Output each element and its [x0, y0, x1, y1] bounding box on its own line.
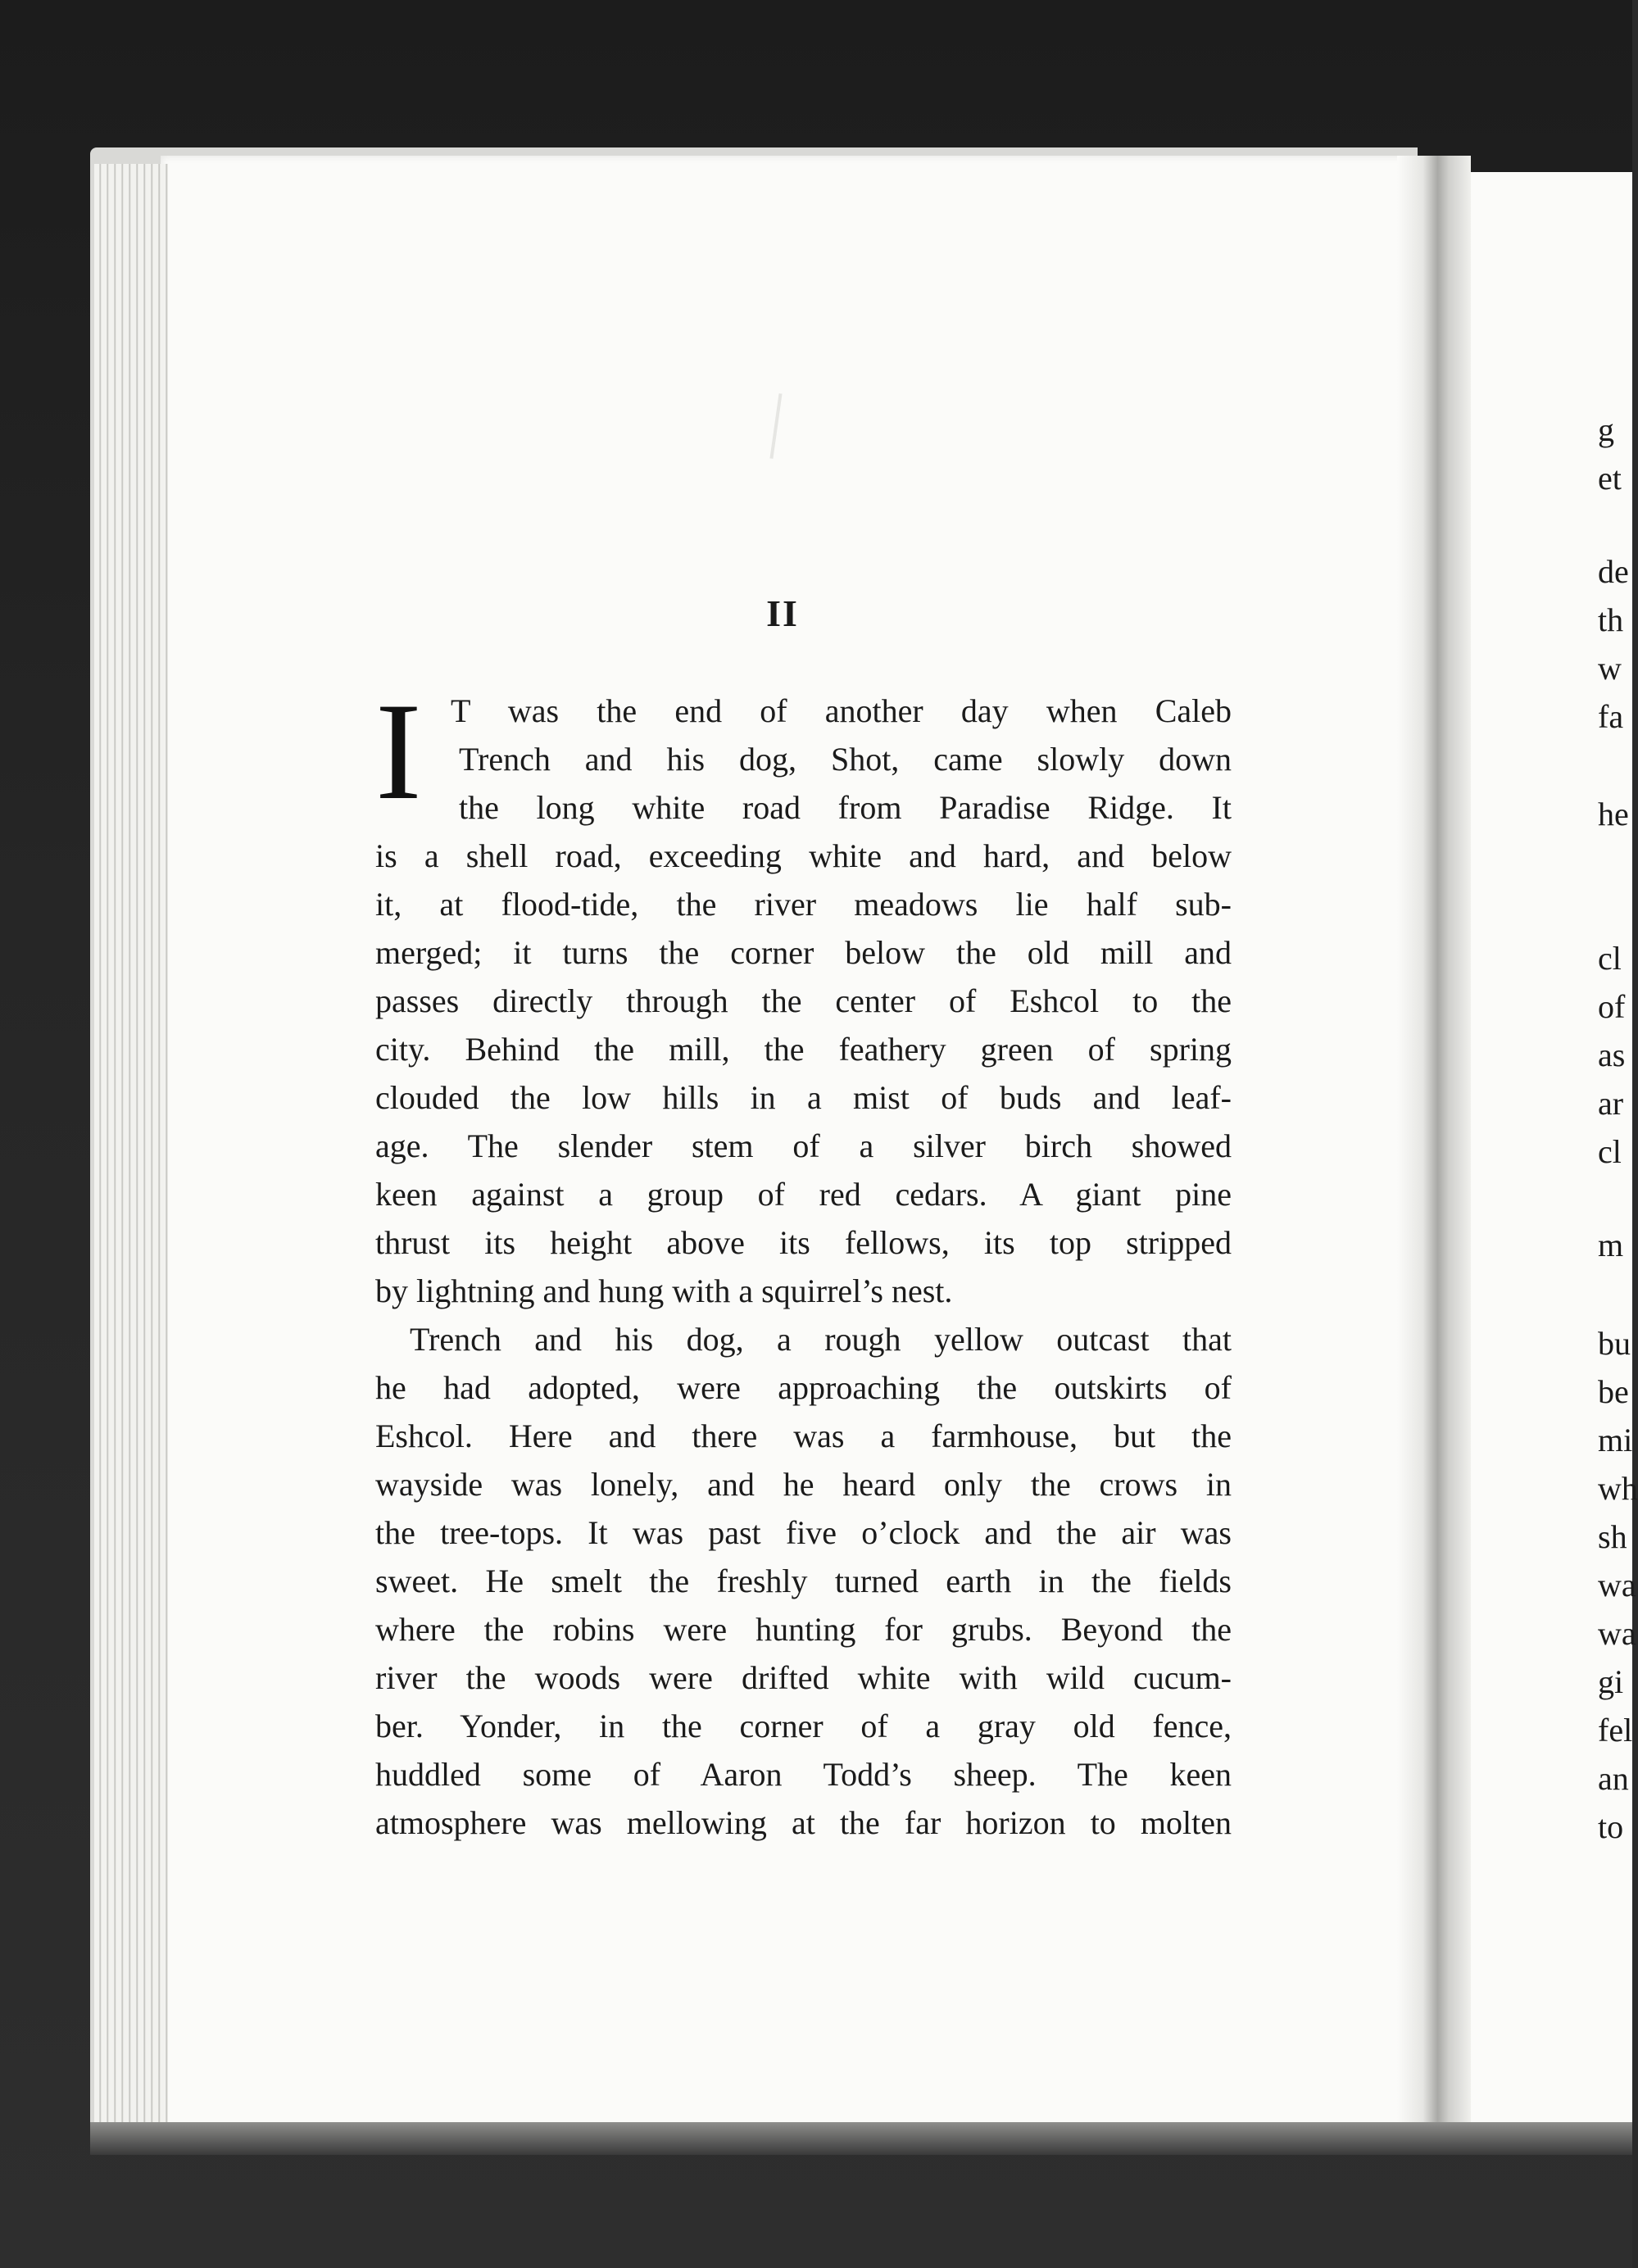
facing-page-fragment: cl [1598, 1133, 1622, 1170]
facing-page-fragment: g [1598, 411, 1614, 448]
page-leaf-edges [94, 164, 168, 2139]
chapter-text [375, 687, 1232, 1847]
text-line: Trench and his dog, a rough yellow outcast that [410, 1321, 1232, 1358]
text-line: clouded the low hills in a mist of buds and leaf- [375, 1079, 1232, 1116]
text-line: thrust its height above its fellows, its top stripped [375, 1224, 1232, 1261]
text-line: it, at flood-tide, the river meadows lie half sub- [375, 886, 1232, 923]
text-line: merged; it turns the corner below the old mill and [375, 934, 1232, 971]
facing-page-fragment: sh [1598, 1518, 1627, 1555]
text-line: the long white road from Paradise Ridge. It [459, 789, 1232, 826]
text-line: atmosphere was mellowing at the far horizon to molten [375, 1804, 1232, 1841]
book-gutter [1397, 156, 1471, 2130]
facing-page-fragment: wa [1598, 1567, 1636, 1603]
facing-page-fragment: bu [1598, 1325, 1631, 1362]
text-line: by lightning and hung with a squirrel’s nest. [375, 1272, 953, 1309]
drop-cap: I [375, 674, 422, 828]
facing-page-fragment: th [1598, 601, 1624, 638]
text-line: keen against a group of red cedars. A giant pine [375, 1176, 1232, 1213]
facing-page-fragment: gi [1598, 1663, 1624, 1700]
text-line: ber. Yonder, in the corner of a gray old fence, [375, 1708, 1232, 1744]
facing-page-fragment: cl [1598, 940, 1622, 977]
facing-page-fragment: ar [1598, 1085, 1624, 1122]
facing-page-fragment: he [1598, 796, 1629, 832]
text-line: passes directly through the center of Eshcol to the [375, 982, 1232, 1019]
text-line: he had adopted, were approaching the outskirts of [375, 1369, 1232, 1406]
text-line: wayside was lonely, and he heard only the crows in [375, 1466, 1232, 1503]
facing-page-fragment: fa [1598, 698, 1624, 735]
text-line: T was the end of another day when Caleb [451, 692, 1232, 729]
facing-page-fragment: of [1598, 988, 1626, 1025]
facing-page-fragment: de [1598, 553, 1629, 590]
facing-page-fragment: mi [1598, 1422, 1633, 1458]
text-line: huddled some of Aaron Todd’s sheep. The keen [375, 1756, 1232, 1793]
text-line: age. The slender stem of a silver birch showed [375, 1127, 1232, 1164]
chapter-numeral: II [766, 592, 799, 634]
page-bottom-shadow [90, 2122, 1632, 2155]
facing-page-fragment: to [1598, 1808, 1624, 1845]
facing-page-fragment: m [1598, 1227, 1624, 1263]
facing-page-fragment: w [1598, 650, 1622, 687]
facing-page-fragment: wh [1598, 1470, 1638, 1507]
facing-page-fragment: an [1598, 1760, 1629, 1797]
text-line: city. Behind the mill, the feathery green of spring [375, 1031, 1232, 1068]
facing-page-fragment: wa [1598, 1615, 1636, 1652]
text-line: river the woods were drifted white with wild cucum- [375, 1659, 1232, 1696]
text-line: where the robins were hunting for grubs. Beyond the [375, 1611, 1232, 1648]
text-line: sweet. He smelt the freshly turned earth in the fields [375, 1563, 1232, 1599]
text-line: Trench and his dog, Shot, came slowly down [459, 741, 1232, 778]
text-line: is a shell road, exceeding white and hard, and below [375, 837, 1232, 874]
facing-page-fragment: et [1598, 460, 1622, 497]
text-line: Eshcol. Here and there was a farmhouse, but the [375, 1418, 1232, 1454]
facing-page-fragment: as [1598, 1036, 1626, 1073]
facing-page-fragment: fel [1598, 1712, 1633, 1749]
facing-page-fragment: be [1598, 1373, 1629, 1410]
text-line: the tree-tops. It was past five o’clock and the air was [375, 1514, 1232, 1551]
